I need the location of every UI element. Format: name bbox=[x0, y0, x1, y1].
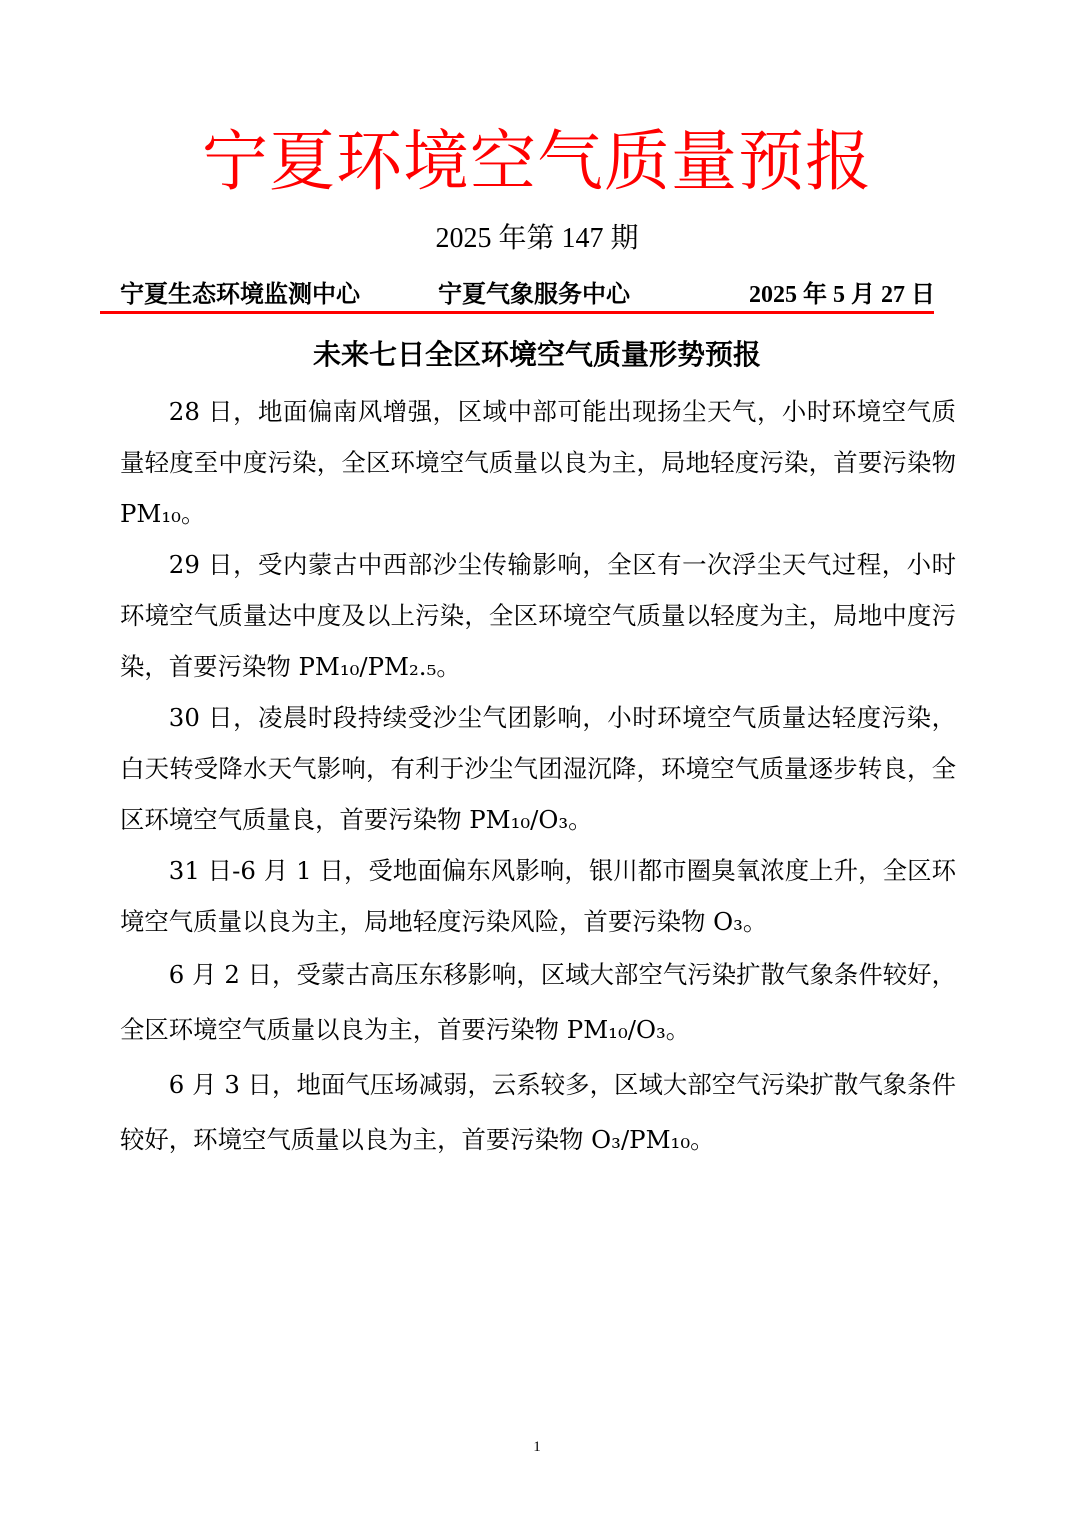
forecast-paragraph-jun2: 6 月 2 日，受蒙古高压东移影响，区域大部空气污染扩散气象条件较好，全区环境空气质量以良为主，首要污染物 PM₁₀/O₃。 bbox=[120, 960, 956, 1044]
forecast-paragraph-28: 28 日，地面偏南风增强，区域中部可能出现扬尘天气，小时环境空气质量轻度至中度污染，全区环境空气质量以良为主，局地轻度污染，首要污染物 PM₁₀。 bbox=[120, 397, 956, 528]
forecast-body bbox=[120, 386, 956, 1167]
issuer-meteorological-center: 宁夏气象服务中心 bbox=[438, 282, 630, 308]
issue-number: 2025 年第 147 期 bbox=[435, 223, 639, 254]
issuer-row bbox=[120, 278, 935, 312]
masthead-title: 宁夏环境空气质量预报 bbox=[202, 123, 872, 200]
section-title: 未来七日全区环境空气质量形势预报 bbox=[312, 338, 761, 371]
issuer-monitoring-center: 宁夏生态环境监测中心 bbox=[120, 282, 360, 308]
forecast-paragraph-jun3: 6 月 3 日，地面气压场减弱，云系较多，区域大部空气污染扩散气象条件较好，环境空气质量以良为主，首要污染物 O₃/PM₁₀。 bbox=[120, 1070, 956, 1154]
forecast-paragraph-31-jun1: 31 日-6 月 1 日，受地面偏东风影响，银川都市圈臭氧浓度上升，全区环境空气质量以良为主，局地轻度污染风险，首要污染物 O₃。 bbox=[120, 856, 956, 936]
page-number: 1 bbox=[533, 1439, 541, 1455]
red-divider-rule bbox=[100, 311, 934, 314]
forecast-paragraph-30: 30 日，凌晨时段持续受沙尘气团影响，小时环境空气质量达轻度污染，白天转受降水天气影响，有利于沙尘气团湿沉降，环境空气质量逐步转良，全区环境空气质量良，首要污染物 PM₁₀/O₃。 bbox=[120, 703, 956, 834]
issue-date: 2025 年 5 月 27 日 bbox=[749, 282, 935, 308]
forecast-paragraph-29: 29 日，受内蒙古中西部沙尘传输影响，全区有一次浮尘天气过程，小时环境空气质量达中度及以上污染，全区环境空气质量以轻度为主，局地中度污染，首要污染物 PM₁₀/PM₂.₅。 bbox=[120, 550, 956, 681]
